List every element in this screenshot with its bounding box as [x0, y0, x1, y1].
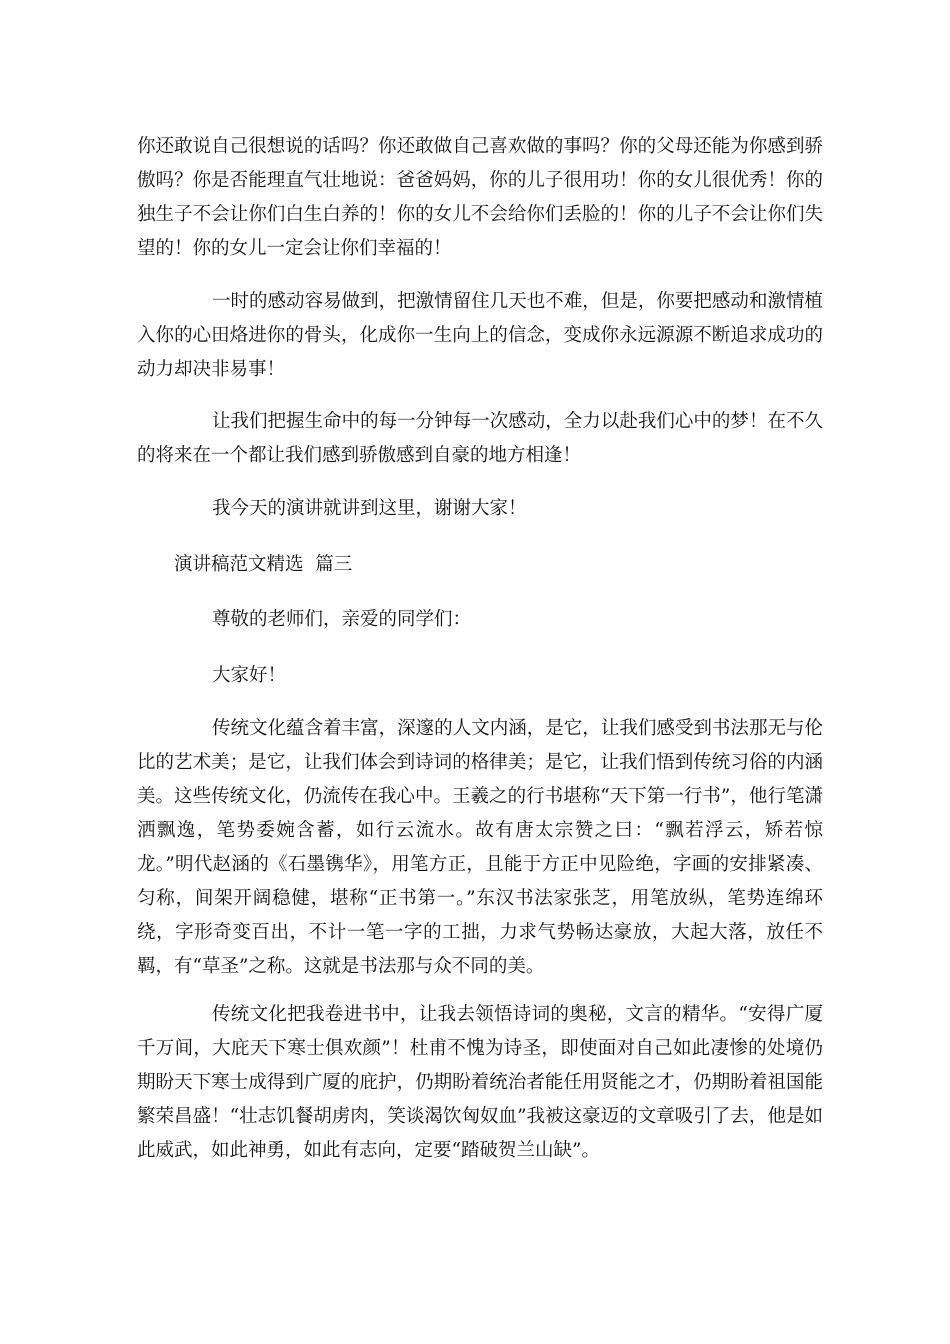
paragraph-1: 你还敢说自己很想说的话吗？你还敢做自己喜欢做的事吗？你的父母还能为你感到骄傲吗？你是否能理直气壮地说：爸爸妈妈，你的儿子很用功！你的女儿很优秀！你的独生子不会让你们白生白养的！你的女儿不会给你们丢脸的！你的儿子不会让你们失望的！你的女儿一定会让你们幸福的！ [137, 136, 823, 259]
paragraph-calligraphy: 传统文化蕴含着丰富，深邃的人文内涵，是它，让我们感受到书法那无与伦比的艺术美；是它，让我们体会到诗词的格律美；是它，让我们悟到传统习俗的内涵美。这些传统文化，仍流传在我心中。王羲之的行书堪称“天下第一行书”，他行笔潇洒飘逸，笔势委婉含蓄，如行云流水。故有唐太宗赞之曰：“飘若浮云，矫若惊龙。”明代赵涵的《石墨镌华》，用笔方正，且能于方正中见险绝，字画的安排紧凑、匀称，间架开阔稳健，堪称“正书第一。”东汉书法家张芝，用笔放纵，笔势连绵环绕，字形奇变百出，不计一笔一字的工拙，力求气势畅达豪放，大起大落，放任不羁，有“草圣”之称。这就是书法那与众不同的美。 [137, 718, 823, 977]
salutation: 尊敬的老师们，亲爱的同学们： [212, 609, 472, 630]
section-heading: 演讲稿范文精选 篇三 [174, 554, 353, 575]
paragraph-2: 一时的感动容易做到，把激情留住几天也不难，但是，你要把感动和激情植入你的心田烙进你的骨头，化成你一生向上的信念，变成你永远源源不断追求成功的动力却决非易事！ [137, 291, 823, 380]
greeting: 大家好！ [212, 665, 287, 686]
paragraph-3: 让我们把握生命中的每一分钟每一次感动，全力以赴我们心中的梦！在不久的将来在一个都让我们感到骄傲感到自豪的地方相逢！ [137, 411, 823, 466]
paragraph-poetry: 传统文化把我卷进书中，让我去领悟诗词的奥秘，文言的精华。“安得广厦千万间，大庇天下寒士俱欢颜”！杜甫不愧为诗圣，即使面对自己如此凄惨的处境仍期盼天下寒士成得到广厦的庇护，仍期盼着统治者能任用贤能之才，仍期盼着祖国能繁荣昌盛！“壮志饥餐胡虏肉，笑谈渴饮匈奴血”我被这豪迈的文章吸引了去，他是如此威武，如此神勇，如此有志向，定要“踏破贺兰山缺”。 [137, 1004, 823, 1161]
paragraph-4: 我今天的演讲就讲到这里，谢谢大家！ [212, 498, 527, 519]
